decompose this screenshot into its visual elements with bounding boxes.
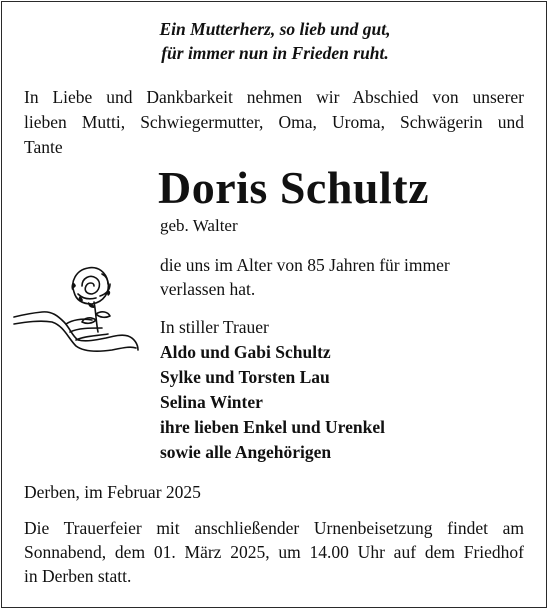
funeral-line-2: Sonnabend, dem 01. März 2025, um 14.00 Uhr auf dem Friedhof — [24, 542, 524, 562]
deceased-name: Doris Schultz — [158, 162, 429, 213]
age-line-1: die uns im Alter von 85 Jahren für immer — [160, 255, 450, 275]
age-line-2: verlassen hat. — [160, 279, 256, 299]
mourner-name: Aldo und Gabi Schultz — [160, 342, 331, 362]
intro-line-3: Tante — [24, 137, 63, 157]
mourner-name: sowie alle Angehörigen — [160, 442, 332, 462]
verse-line-1: Ein Mutterherz, so lieb und gut, — [159, 19, 391, 39]
hand-holding-rose-icon — [12, 262, 147, 362]
mourner-name: Selina Winter — [160, 392, 263, 412]
age-text — [160, 253, 450, 301]
intro-line-1: In Liebe und Dankbarkeit nehmen wir Abschied von unserer — [24, 87, 524, 107]
intro-line-2: lieben Mutti, Schwiegermutter, Oma, Uroma, Schwägerin und — [24, 112, 524, 132]
funeral-info — [24, 516, 524, 588]
mourner-name: Sylke und Torsten Lau — [160, 367, 330, 387]
funeral-line-1: Die Trauerfeier mit anschließender Urnenbeisetzung findet am — [24, 518, 524, 538]
mourner-name: ihre lieben Enkel und Urenkel — [160, 417, 385, 437]
intro-text — [24, 85, 524, 160]
mourning-heading: In stiller Trauer — [160, 317, 269, 337]
verse-line-2: für immer nun in Frieden ruht. — [161, 43, 389, 63]
place-date: Derben, im Februar 2025 — [24, 482, 201, 502]
maiden-name: geb. Walter — [160, 216, 238, 235]
mourners-block — [160, 315, 385, 465]
funeral-line-3: in Derben statt. — [24, 566, 132, 586]
